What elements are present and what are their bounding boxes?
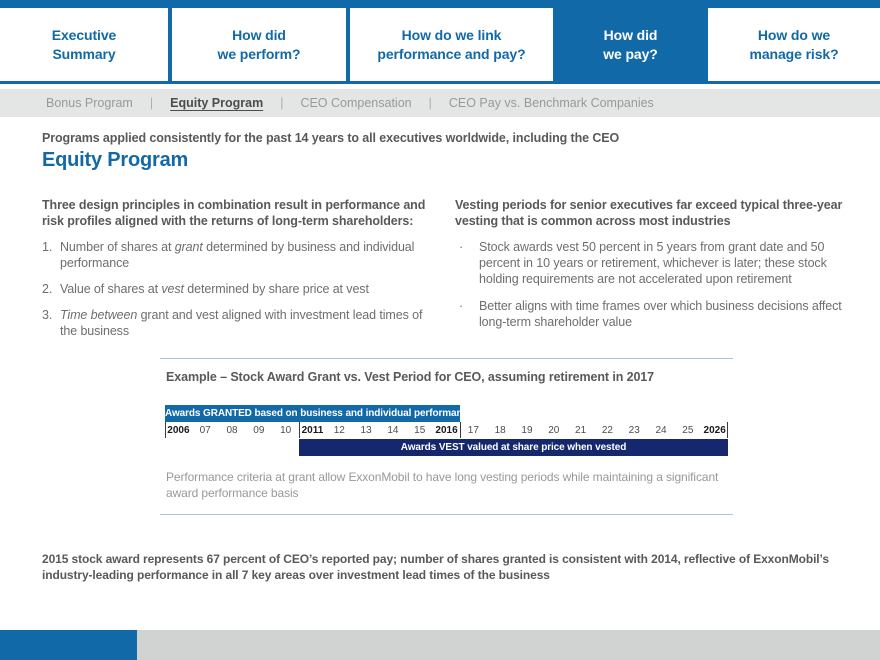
vesting-bullet-list — [455, 239, 843, 330]
year-label: 22 — [601, 425, 613, 436]
list-item — [42, 239, 442, 271]
list-item-text: Stock awards vest 50 percent in 5 years from grant date and 50 percent in 10 years or retirement, whichever is later; these stock holding requirements are not accelerated upon retirement — [479, 240, 827, 286]
timeline-tick-2011 — [299, 422, 300, 438]
subnav-separator: | — [280, 96, 284, 110]
page-title: Equity Program — [42, 149, 189, 171]
list-number: 1. — [42, 240, 53, 254]
list-item-text: Value of shares at vest determined by share price at vest — [60, 282, 369, 296]
footer-note: 2015 stock award represents 67 percent of CEO’s reported pay; number of shares granted is consistent with 2014, reflective of ExxonMobil’s industry-leading performance in all 7 key areas over investment lead times of the business — [42, 552, 829, 582]
tab-how-did-we-perform[interactable] — [172, 8, 346, 81]
tab-how-did-we-pay[interactable] — [557, 8, 704, 81]
vest-bar — [299, 439, 728, 456]
sub-nav — [0, 89, 880, 117]
vesting-periods-section — [455, 197, 843, 341]
vest-bar-label: Awards VEST valued at share price when vested — [400, 442, 627, 453]
year-label: 07 — [199, 425, 211, 436]
subnav-item-bonus-program[interactable]: Bonus Program — [46, 96, 133, 110]
tab-label-line: Executive — [51, 27, 117, 44]
year-label: 09 — [253, 425, 265, 436]
year-label: 2026 — [703, 425, 726, 436]
tab-executive-summary[interactable] — [0, 8, 168, 81]
tab-how-do-we-link-performance-and-pay[interactable] — [350, 8, 553, 81]
year-label: 2006 — [167, 425, 190, 436]
year-label: 24 — [655, 425, 667, 436]
vesting-heading: Vesting periods for senior executives far exceed typical three-year vesting that is common across most industries — [455, 198, 843, 228]
tab-label-line: Summary — [52, 45, 116, 62]
list-item — [42, 281, 442, 297]
tab-how-do-we-manage-risk[interactable] — [708, 8, 880, 81]
year-label: 08 — [226, 425, 238, 436]
lead-statement: Programs applied consistently for the past 14 years to all executives worldwide, including the CEO — [42, 131, 620, 145]
list-item-text: Better aligns with time frames over which business decisions affect long-term shareholder value — [479, 299, 842, 329]
tab-label-line: How do we — [757, 27, 831, 44]
tab-label-line: How do we link — [401, 27, 502, 44]
footer — [0, 630, 880, 660]
list-number: 3. — [42, 308, 53, 322]
year-label: 17 — [467, 425, 479, 436]
subnav-item-ceo-compensation[interactable]: CEO Compensation — [300, 96, 412, 110]
divider-rule-top — [160, 358, 733, 359]
year-label: 21 — [575, 425, 587, 436]
timeline-years — [165, 422, 728, 439]
design-principles-heading: Three design principles in combination result in performance and risk profiles aligned with the returns of long-term shareholders: — [42, 198, 426, 228]
year-label: 14 — [387, 425, 399, 436]
year-label: 13 — [360, 425, 372, 436]
top-nav — [0, 0, 880, 84]
list-item-text: Time between grant and vest aligned with investment lead times of the business — [60, 308, 423, 338]
footer-accent-block — [0, 630, 137, 660]
design-principles-section — [42, 197, 442, 349]
year-label: 23 — [628, 425, 640, 436]
year-label: 10 — [280, 425, 292, 436]
year-label: 25 — [682, 425, 694, 436]
list-item — [455, 239, 843, 287]
tab-label-line: How did — [603, 27, 658, 44]
list-item-text: Number of shares at grant determined by business and individual performance — [60, 240, 415, 270]
bullet-marker: · — [459, 299, 464, 313]
year-label: 2011 — [301, 425, 324, 436]
year-label: 15 — [414, 425, 426, 436]
timeline-chart — [165, 405, 728, 456]
subnav-separator: | — [428, 96, 432, 110]
subnav-separator: | — [149, 96, 154, 110]
principles-list — [42, 239, 442, 339]
footer-bar — [137, 630, 880, 660]
granted-bar-label: Awards GRANTED based on business and individual performance — [165, 408, 474, 419]
example-caption: Performance criteria at grant allow ExxonMobil to have long vesting periods while maintaining a significant award performance basis — [166, 470, 719, 500]
tab-label-line: we perform? — [217, 45, 301, 62]
tab-label-line: we pay? — [603, 45, 658, 62]
bullet-marker: · — [459, 240, 464, 254]
subnav-item-ceo-pay-vs-benchmark[interactable]: CEO Pay vs. Benchmark Companies — [448, 96, 654, 110]
divider-rule-bottom — [160, 514, 733, 515]
tab-label-line: manage risk? — [749, 45, 839, 62]
subnav-item-equity-program[interactable]: Equity Program — [170, 96, 264, 110]
example-chart-section — [160, 358, 733, 515]
example-chart-title: Example – Stock Award Grant vs. Vest Period for CEO, assuming retirement in 2017 — [166, 370, 655, 384]
year-label: 18 — [494, 425, 506, 436]
year-label: 20 — [548, 425, 560, 436]
tab-label-line: How did — [232, 27, 286, 44]
timeline-tick-2016 — [460, 422, 461, 438]
year-label: 19 — [521, 425, 533, 436]
list-number: 2. — [42, 282, 53, 296]
granted-bar — [165, 405, 474, 422]
timeline-tick-2026 — [727, 422, 728, 438]
tab-label-line: performance and pay? — [377, 45, 526, 62]
timeline-tick-2006 — [165, 422, 166, 438]
year-label: 2016 — [435, 425, 458, 436]
list-item — [455, 298, 843, 330]
list-item — [42, 307, 442, 339]
year-label: 12 — [333, 425, 345, 436]
